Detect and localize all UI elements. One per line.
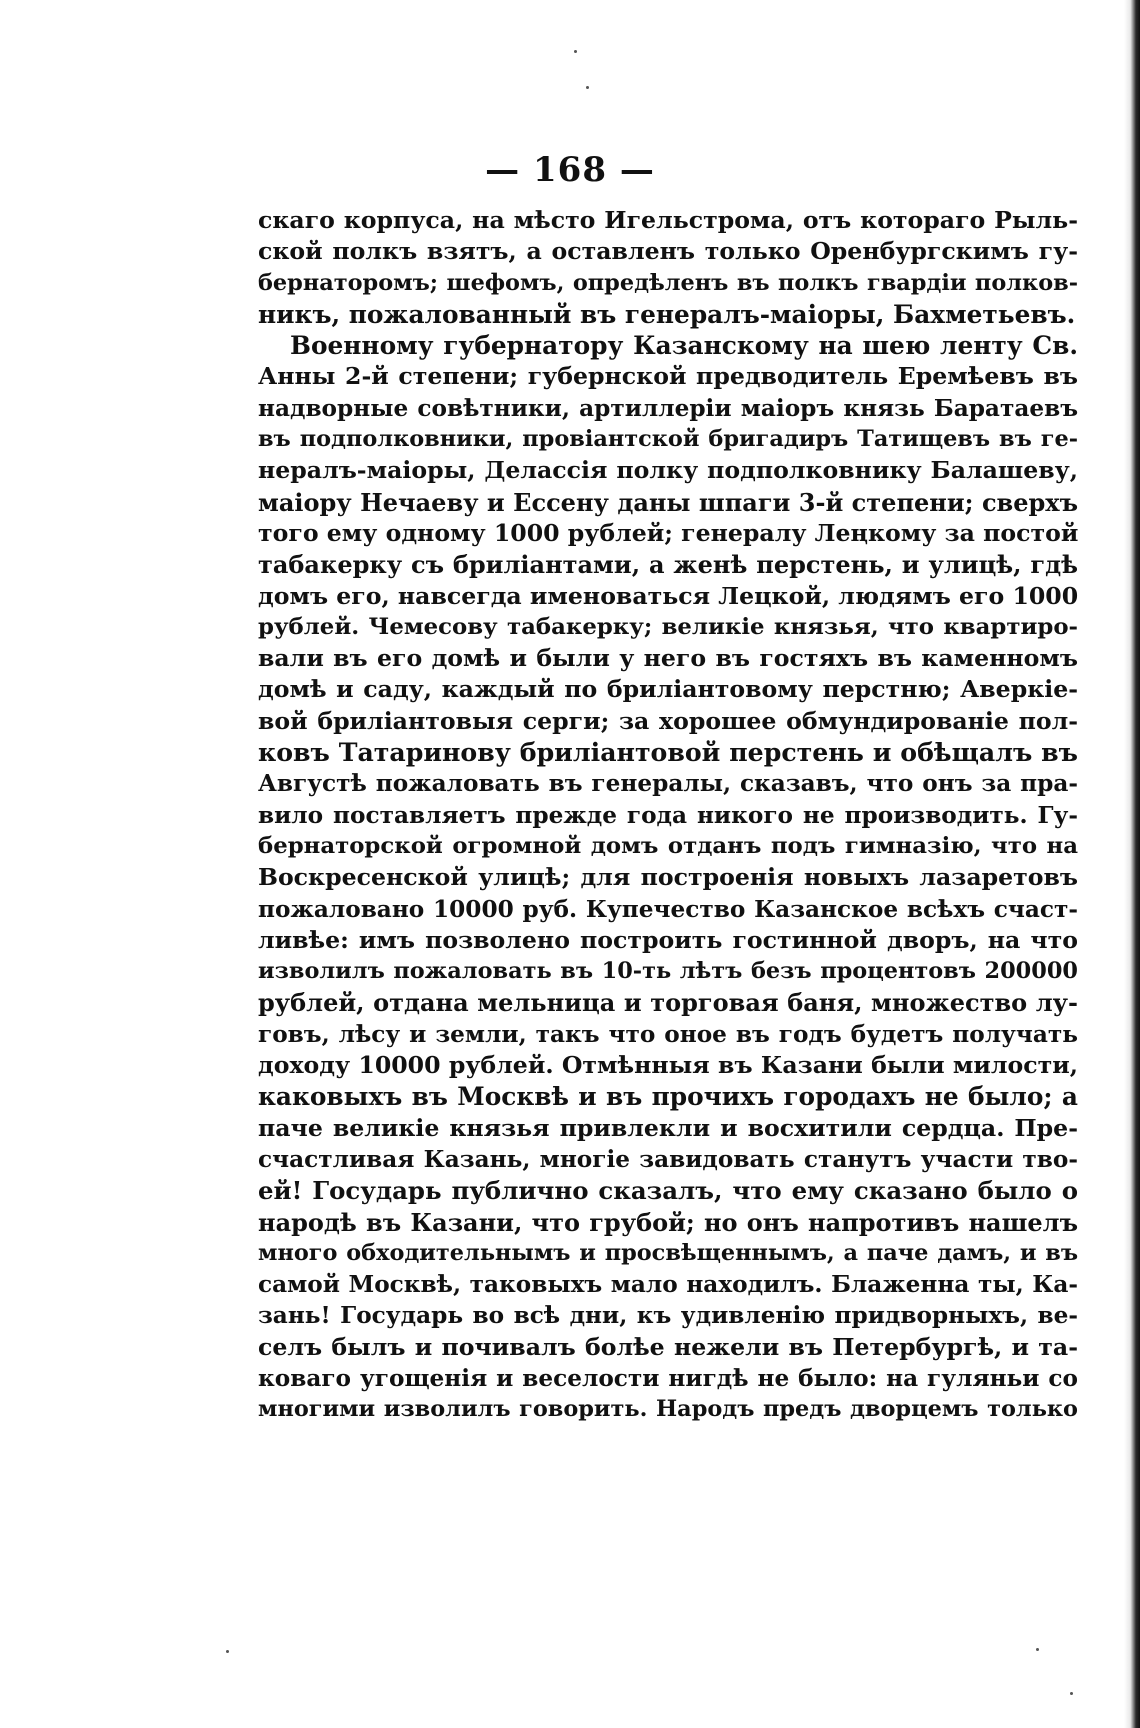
print-speck xyxy=(226,1650,229,1653)
print-speck xyxy=(1070,1692,1073,1695)
text-line: коваго угощенія и веселости нигдѣ не было: на гуляньи со xyxy=(258,1364,1078,1392)
text-line: говъ, лѣсу и земли, такъ что оное въ годъ будетъ получать xyxy=(258,1020,1078,1048)
text-line: народѣ въ Казани, что грубой; но онъ напротивъ нашелъ xyxy=(258,1207,1078,1237)
text-line: ской полкъ взятъ, а оставленъ только Оренбургскимъ гу- xyxy=(258,237,1078,266)
text-line: многими изволилъ говорить. Народъ предъ дворцемъ только xyxy=(258,1396,1078,1423)
text-line: бернаторомъ; шефомъ, опредѣленъ въ полкъ гвардіи полков- xyxy=(258,269,1078,296)
text-line: рублей. Чемесову табакерку; великіе князья, что квартиро- xyxy=(258,613,1078,640)
text-line: никъ, пожалованный въ генералъ-маіоры, Бахметьевъ. xyxy=(258,299,1076,329)
text-line: того ему одному 1000 рублей; генералу Леңкому за постой xyxy=(258,518,1079,547)
text-line: табакерку съ бриліантами, а женѣ перстень, и улицѣ, гдѣ xyxy=(258,550,1078,580)
print-speck xyxy=(586,86,589,89)
text-line: вило поставляетъ прежде года никого не производить. Гу- xyxy=(258,801,1078,829)
text-line: самой Москвѣ, таковыхъ мало находилъ. Блаженна ты, Ка- xyxy=(258,1271,1078,1299)
text-line: пожаловано 10000 руб. Купечество Казанское всѣхъ счаст- xyxy=(258,895,1078,923)
text-line: доходу 10000 рублей. Отмѣнныя въ Казани были милости, xyxy=(258,1051,1078,1080)
print-speck xyxy=(574,50,577,53)
paragraph xyxy=(258,205,1078,330)
text-line: счастливая Казань, многіе завидовать станутъ участи тво- xyxy=(258,1145,1078,1173)
text-line: паче великіе князья привлекли и восхитили сердца. Пре- xyxy=(258,1113,1078,1142)
text-line: Воскресенской улицѣ; для построенія новыхъ лазаретовъ xyxy=(258,863,1078,892)
body-text xyxy=(258,205,1078,1426)
text-line: скаго корпуса, на мѣсто Игельстрома, отъ котораго Рыль- xyxy=(258,206,1078,234)
print-speck xyxy=(1036,1648,1039,1651)
text-line: домѣ и саду, каждый по бриліантовому перстню; Аверкіе- xyxy=(258,675,1078,704)
text-line: каковыхъ въ Москвѣ и въ прочихъ городахъ не было; а xyxy=(258,1082,1078,1112)
text-line: зань! Государь во всѣ дни, къ удивленію придворныхъ, ве- xyxy=(258,1302,1078,1330)
page-number: — 168 — xyxy=(485,150,655,190)
text-line: домъ его, навсегда именоваться Лецкой, людямъ его 1000 xyxy=(258,581,1079,610)
text-line: бернаторской огромной домъ отданъ подъ гимназію, что на xyxy=(258,832,1078,859)
text-line: Анны 2-й степени; губернской предводитель Еремѣевъ въ xyxy=(258,362,1078,391)
text-line: вали въ его домѣ и были у него въ гостяхъ въ каменномъ xyxy=(258,644,1078,673)
text-line: Августѣ пожаловать въ генералы, сказавъ, что онъ за пра- xyxy=(258,770,1078,798)
text-line: много обходительнымъ и просвѣщеннымъ, а паче дамъ, и въ xyxy=(258,1239,1078,1266)
text-line: изволилъ пожаловать въ 10-ть лѣтъ безъ процентовъ 200000 xyxy=(258,958,1078,985)
text-line: маіору Нечаеву и Ессену даны шпаги 3-й степени; сверхъ xyxy=(258,487,1078,517)
text-line: селъ былъ и почивалъ болѣе нежели въ Петербургѣ, и та- xyxy=(258,1332,1078,1361)
text-line: ковъ Татаринову бриліантовой перстень и обѣщалъ въ xyxy=(258,737,1078,768)
text-line: ливѣе: имъ позволено построить гостинной дворъ, на что xyxy=(258,925,1078,954)
paragraph xyxy=(258,330,1078,1425)
text-line: ей! Государь публично сказалъ, что ему сказано было о xyxy=(258,1176,1078,1206)
text-line: въ подполковники, провіантской бригадиръ Татищевъ въ ге- xyxy=(258,426,1078,453)
text-line: рублей, отдана мельница и торговая баня, множество лу- xyxy=(258,988,1078,1018)
text-line: Военному губернатору Казанскому на шею ленту Св. xyxy=(290,331,1078,361)
text-line: вой бриліантовыя серги; за хорошее обмундированіе пол- xyxy=(258,706,1078,735)
text-line: надворные совѣтники, артиллеріи маіоръ князь Баратаевъ xyxy=(258,394,1078,422)
page-binding-edge xyxy=(1124,0,1140,1728)
text-line: нералъ-маіоры, Делассія полку подполковнику Балашеву, xyxy=(258,456,1078,485)
